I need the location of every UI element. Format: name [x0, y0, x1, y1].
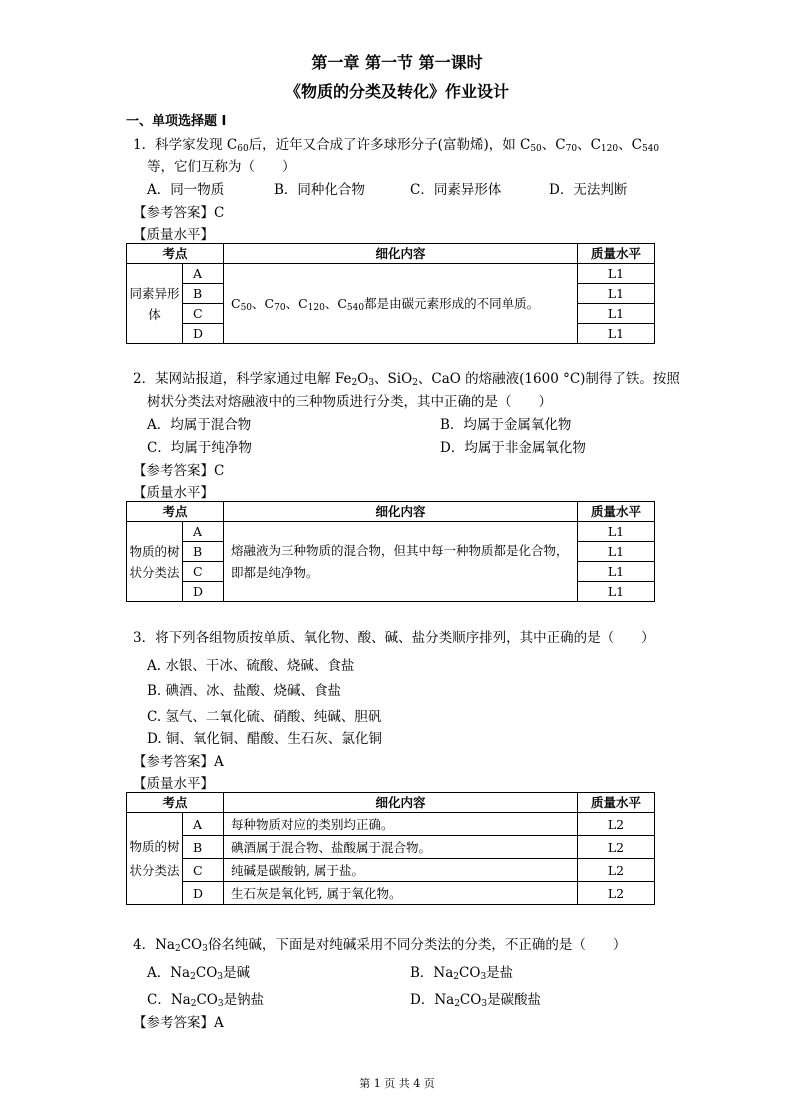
header-content: 细化内容 [224, 793, 578, 813]
q2-stem-line1: 2．某网站报道，科学家通过电解 $Fe_2O_3$、SiO$_2$、CaO 的熔融液(1600 °C)制得了铁。按照 [133, 371, 680, 388]
q3-level-c: L2 [578, 859, 655, 882]
q2-kaodian: 物质的树状分类法 [127, 522, 183, 602]
q1-option-a: A．同一物质 [147, 182, 225, 198]
chapter-title: 第一章 第一节 第一课时 [311, 53, 483, 72]
header-kaodian: 考点 [127, 502, 224, 522]
q1-content: $C_{50}$、$C_{70}$、$C_{120}$、$C_{540}$都是由碳元素形成的不同单质。 [224, 264, 578, 344]
lesson-title: 《物质的分类及转化》作业设计 [284, 82, 509, 101]
q1-kaodian: 同素异形体 [127, 264, 183, 344]
q2-quality-label: 【质量水平】 [133, 485, 214, 501]
q1-quality-label: 【质量水平】 [133, 227, 214, 243]
q3-option-d: D. 铜、氧化铜、醋酸、生石灰、氯化铜 [147, 731, 382, 747]
q1-option-b: B．同种化合物 [274, 182, 365, 198]
q1-row-d: D [183, 324, 224, 344]
q4-option-a: A．$Na_2CO_3$是碱 [147, 965, 250, 982]
q3-row-d: D [183, 882, 224, 905]
header-kaodian: 考点 [127, 793, 224, 813]
q1-level-c: L1 [578, 304, 655, 324]
q2-answer: 【参考答案】C [133, 463, 225, 479]
q3-content-d: 生石灰是氧化钙, 属于氧化物。 [224, 882, 578, 905]
q2-option-c: C．均属于纯净物 [147, 440, 252, 456]
q3-row-c: C [183, 859, 224, 882]
q2-option-d: D．均属于非金属氧化物 [440, 440, 586, 456]
q2-quality-table [126, 501, 655, 602]
q3-option-a: A. 水银、干冰、硫酸、烧碱、食盐 [147, 658, 355, 674]
q3-content-c: 纯碱是碳酸钠, 属于盐。 [224, 859, 578, 882]
q1-option-c: C．同素异形体 [410, 182, 502, 198]
q2-row-b: B [183, 542, 224, 562]
q3-level-a: L2 [578, 813, 655, 836]
q3-kaodian: 物质的树状分类法 [127, 813, 183, 905]
q1-row-a: A [183, 264, 224, 284]
q4-answer: 【参考答案】A [133, 1015, 224, 1031]
q2-level-d: L1 [578, 582, 655, 602]
q2-level-a: L1 [578, 522, 655, 542]
header-content: 细化内容 [224, 244, 578, 264]
q3-row-b: B [183, 836, 224, 859]
q3-row-a: A [183, 813, 224, 836]
q3-option-c: C. 氢气、二氧化硫、硝酸、纯碱、胆矾 [147, 709, 382, 725]
q1-row-c: C [183, 304, 224, 324]
q3-content-a: 每种物质对应的类别均正确。 [224, 813, 578, 836]
q1-quality-table [126, 243, 655, 344]
q2-stem-line2: 树状分类法对熔融液中的三种物质进行分类，其中正确的是（ ） [147, 394, 552, 410]
q3-option-b: B. 碘酒、冰、盐酸、烧碱、食盐 [147, 683, 342, 699]
header-level: 质量水平 [578, 502, 655, 522]
q2-row-c: C [183, 562, 224, 582]
q2-level-b: L1 [578, 542, 655, 562]
q1-row-b: B [183, 284, 224, 304]
q2-row-d: D [183, 582, 224, 602]
q3-quality-label: 【质量水平】 [133, 776, 214, 792]
q4-option-b: B．$Na_2CO_3$是盐 [410, 965, 514, 982]
q2-content: 熔融液为三种物质的混合物，但其中每一种物质都是化合物，即都是纯净物。 [224, 522, 578, 602]
q2-option-a: A．均属于混合物 [147, 417, 252, 433]
q3-level-d: L2 [578, 882, 655, 905]
q3-answer: 【参考答案】A [133, 754, 224, 770]
q2-level-c: L1 [578, 562, 655, 582]
q1-stem-line1: 1．科学家发现 $C_{60}$后，近年又合成了许多球形分子(富勒烯)，如 $C_{50}$、$C_{70}$、$C_{120}$、$C_{540}$ [133, 137, 660, 154]
q4-stem: 4．$Na_2CO_3$俗名纯碱，下面是对纯碱采用不同分类法的分类，不正确的是（ ） [133, 937, 627, 954]
q1-stem-line2: 等，它们互称为（ ） [147, 159, 296, 175]
q3-level-b: L2 [578, 836, 655, 859]
q1-option-d: D．无法判断 [549, 182, 628, 198]
q2-row-a: A [183, 522, 224, 542]
page-footer: 第 1 页 共 4 页 [359, 1077, 435, 1090]
q3-stem: 3．将下列各组物质按单质、氧化物、酸、碱、盐分类顺序排列，其中正确的是（ ） [133, 630, 655, 646]
header-level: 质量水平 [578, 793, 655, 813]
q1-answer: 【参考答案】C [133, 205, 225, 221]
q1-level-b: L1 [578, 284, 655, 304]
section-heading: 一、单项选择题 I [126, 114, 227, 129]
q3-content-b: 碘酒属于混合物、盐酸属于混合物。 [224, 836, 578, 859]
q4-option-c: C．$Na_2CO_3$是钠盐 [147, 992, 265, 1009]
q4-option-d: D．$Na_2CO_3$是碳酸盐 [410, 992, 542, 1009]
header-level: 质量水平 [578, 244, 655, 264]
q3-quality-table [126, 792, 655, 905]
q1-level-a: L1 [578, 264, 655, 284]
header-kaodian: 考点 [127, 244, 224, 264]
header-content: 细化内容 [224, 502, 578, 522]
q2-option-b: B．均属于金属氧化物 [440, 417, 572, 433]
q1-level-d: L1 [578, 324, 655, 344]
